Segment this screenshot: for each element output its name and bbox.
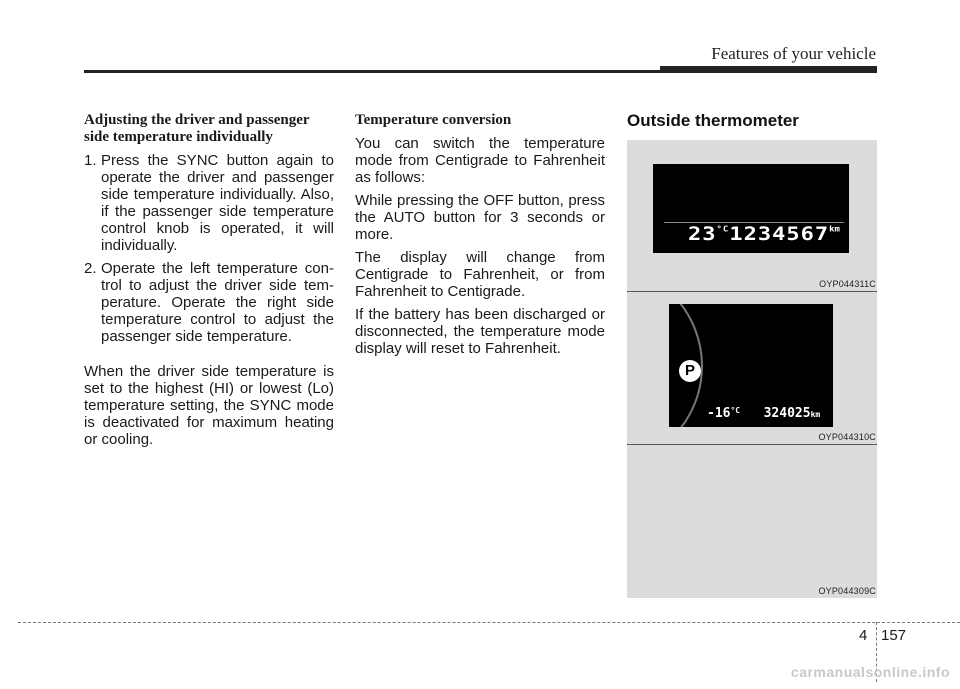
- odometer-unit: km: [810, 410, 821, 419]
- paragraph: While pressing the OFF button, press the AUTO button for 3 seconds or more.: [355, 192, 605, 243]
- outside-thermometer-title: Outside thermometer: [627, 111, 799, 130]
- column-individual-temperature: [84, 112, 334, 454]
- temperature-value: 23: [688, 224, 717, 246]
- figure-code: OYP044311C: [819, 279, 876, 289]
- display-divider: [664, 222, 844, 223]
- watermark: carmanualsonline.info: [790, 664, 950, 680]
- odometer-unit: km: [829, 225, 840, 235]
- figure-code: OYP044309C: [818, 586, 876, 596]
- figure-divider: [627, 291, 877, 292]
- temperature-conversion-heading: Temperature conversion: [355, 112, 512, 128]
- park-gear-icon: P: [679, 360, 701, 382]
- individual-temperature-heading: Adjusting the driver and passenger side temperature individually: [84, 112, 310, 145]
- paragraph: The display will change from Centigrade to Fahrenheit, or from Fahrenheit to Centigrade.: [355, 249, 605, 300]
- step-text: Press the SYNC button again to operate the driver and passenger side temperature individually. Also, if the passenger side temperature control knob is operated, it will individually.: [101, 152, 334, 254]
- header-rule-accent: [660, 66, 877, 72]
- step-1: [84, 152, 334, 254]
- paragraph: You can switch the temperature mode from Centigrade to Fahrenheit as follows:: [355, 135, 605, 186]
- page-number: 157: [881, 627, 907, 644]
- section-title: Features of your vehicle: [711, 44, 876, 63]
- cluster-display-figure-2: [669, 304, 833, 427]
- step-number: 2.: [84, 260, 97, 277]
- temperature-unit: °C: [730, 406, 741, 415]
- sync-note: When the driver side temperature is set to the highest (HI) or lowest (Lo) temperature setting, the SYNC mode is deactivated for maximum heating or cooling.: [84, 363, 334, 448]
- temperature-odometer-readout: [688, 224, 840, 245]
- column-temperature-conversion: [355, 112, 605, 363]
- paragraph: If the battery has been discharged or disconnected, the temperature mode display will reset to Fahrenheit.: [355, 306, 605, 357]
- footer-rule: [18, 622, 960, 623]
- odometer-value: 1234567: [729, 224, 830, 246]
- figure-code: OYP044310C: [818, 432, 876, 442]
- step-2: [84, 260, 334, 345]
- temperature-value: -16: [707, 406, 731, 421]
- temperature-unit: °C: [716, 225, 730, 235]
- step-text: Operate the left temperature con- trol to adjust the driver side tem- perature. Operate the right side temperature control to adjust the passenger side temperature.: [101, 260, 334, 345]
- odometer-value: 324025: [763, 406, 811, 421]
- temperature-odometer-readout: [707, 406, 820, 421]
- chapter-number: 4: [859, 627, 868, 644]
- figure-divider: [627, 444, 877, 445]
- step-number: 1.: [84, 152, 97, 169]
